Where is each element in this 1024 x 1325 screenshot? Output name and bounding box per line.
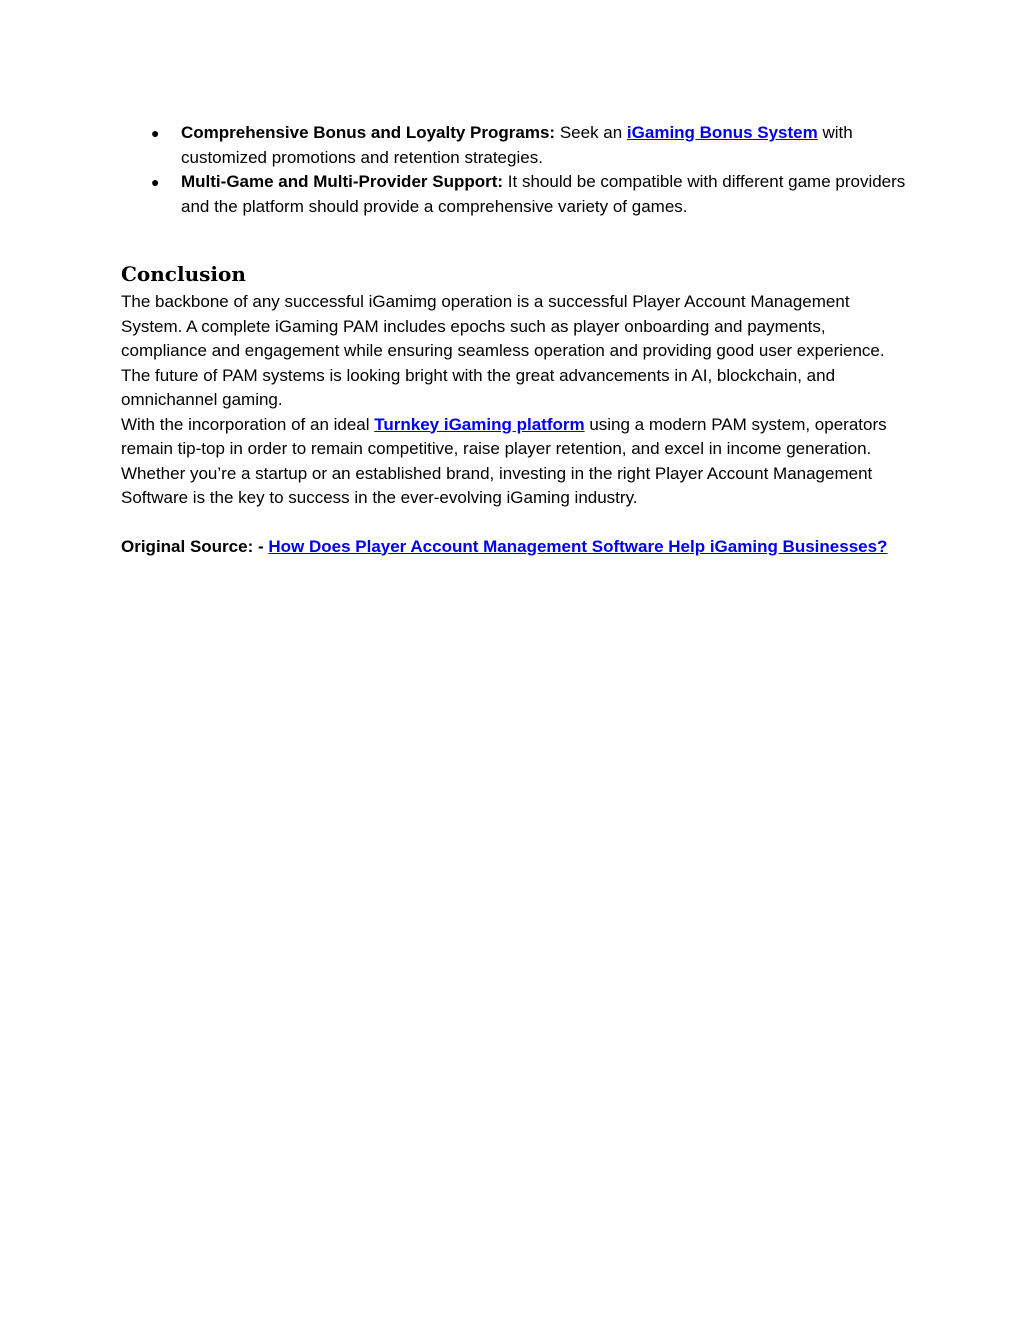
page-content [121,121,911,559]
conclusion-heading: Conclusion [121,262,246,286]
conclusion-paragraph: The backbone of any successful iGamimg operation is a successful Player Account Management System. A complete iGaming PAM includes epochs such as player onboarding and payments, compliance and engagement while ensuring seamless operation and providing good user experience. The future of PAM systems is looking bright with the great advancements in AI, blockchain, and omnichannel gaming. [121,292,885,409]
bullet-icon: ● [151,125,160,141]
paragraph-text: using a modern PAM system, operators remain tip-top in order to remain competitive, raise player retention, and excel in income generation. Whether you’re a startup or an established brand, investing in the right Player Account Management Software is the key to success in the ever-evolving iGaming industry. [121,414,887,507]
source-article-link[interactable]: How Does Player Account Management Software Help iGaming Businesses? [268,536,888,556]
bullet-title: Comprehensive Bonus and Loyalty Programs: [181,123,556,142]
list-item [151,121,911,170]
bullet-title: Multi-Game and Multi-Provider Support: [181,172,504,191]
source-label: Original Source: - [121,536,269,556]
bullet-text: Seek an [555,123,627,142]
list-item [151,170,911,219]
turnkey-igaming-platform-link[interactable]: Turnkey iGaming platform [374,414,585,434]
igaming-bonus-system-link[interactable]: iGaming Bonus System [626,123,818,142]
paragraph-text: With the incorporation of an ideal [121,414,375,434]
original-source [121,535,911,560]
bullet-icon: ● [151,174,160,190]
conclusion-paragraph [121,413,911,511]
bullet-text: It should be compatible with different game providers and the platform should provide a comprehensive variety of games. [181,172,906,216]
feature-list [121,121,911,219]
bullet-text: with customized promotions and retention strategies. [181,123,853,167]
